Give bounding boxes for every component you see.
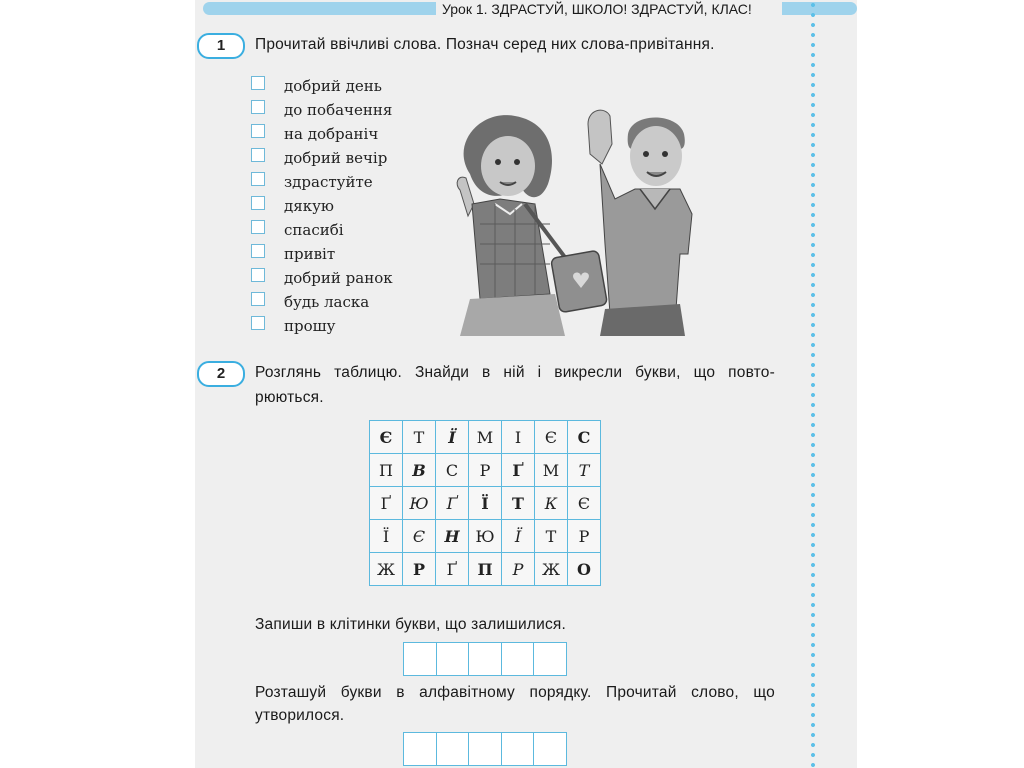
order-instruction-line1: Розташуй букви в алфавітному порядку. Прочитай слово, що: [255, 684, 775, 701]
grid-cell[interactable]: Ю: [403, 487, 436, 520]
remaining-letters-cells: [403, 642, 567, 676]
task-2-instruction-line2: рюються.: [255, 389, 324, 406]
grid-cell[interactable]: Є: [568, 487, 601, 520]
grid-cell[interactable]: С: [568, 421, 601, 454]
answer-cell[interactable]: [403, 642, 437, 676]
checkbox[interactable]: [251, 76, 265, 90]
grid-cell[interactable]: Т: [568, 454, 601, 487]
checkbox[interactable]: [251, 100, 265, 114]
grid-cell[interactable]: Ї: [502, 520, 535, 553]
checkbox[interactable]: [251, 148, 265, 162]
grid-cell[interactable]: Ж: [535, 553, 568, 586]
grid-cell[interactable]: Ж: [370, 553, 403, 586]
write-instruction: Запиши в клітинки букви, що залишилися.: [255, 616, 567, 633]
grid-cell[interactable]: К: [535, 487, 568, 520]
task-1-badge: 1: [197, 33, 245, 59]
grid-row: [370, 487, 601, 520]
answer-cell[interactable]: [533, 732, 567, 766]
grid-cell[interactable]: Ґ: [370, 487, 403, 520]
checkbox[interactable]: [251, 124, 265, 138]
word-label: дякую: [284, 197, 334, 215]
boy-hand: [588, 110, 612, 164]
grid-row: [370, 553, 601, 586]
girl-mouth: [500, 182, 516, 185]
answer-cell[interactable]: [468, 732, 502, 766]
answer-cell[interactable]: [501, 642, 535, 676]
checkbox[interactable]: [251, 220, 265, 234]
letter-grid: [369, 420, 601, 586]
grid-cell[interactable]: Є: [403, 520, 436, 553]
grid-cell[interactable]: Ї: [469, 487, 502, 520]
order-instruction-line2: утворилося.: [255, 707, 345, 724]
grid-cell[interactable]: М: [469, 421, 502, 454]
grid-cell[interactable]: Р: [469, 454, 502, 487]
grid-cell[interactable]: Н: [436, 520, 469, 553]
grid-cell[interactable]: М: [535, 454, 568, 487]
grid-cell[interactable]: Ґ: [436, 487, 469, 520]
answer-cell[interactable]: [403, 732, 437, 766]
illustration-children-waving: [440, 104, 702, 336]
boy-trousers: [600, 304, 685, 336]
answer-cell[interactable]: [436, 732, 470, 766]
grid-cell[interactable]: Т: [502, 487, 535, 520]
task-1-instruction: Прочитай ввічливі слова. Познач серед них слова-привітання.: [255, 36, 715, 53]
answer-cell[interactable]: [533, 642, 567, 676]
word-label: до побачення: [284, 101, 393, 119]
grid-cell[interactable]: Є: [370, 421, 403, 454]
checkbox[interactable]: [251, 244, 265, 258]
boy-shirt: [600, 164, 692, 314]
girl-eye: [514, 159, 520, 165]
word-label: спасибі: [284, 221, 344, 239]
alphabetical-word-cells: [403, 732, 567, 766]
checkbox[interactable]: [251, 292, 265, 306]
boy-eye: [662, 151, 668, 157]
grid-cell[interactable]: Т: [535, 520, 568, 553]
girl-eye: [495, 159, 501, 165]
grid-row: [370, 520, 601, 553]
word-label: будь ласка: [284, 293, 370, 311]
boy-eye: [643, 151, 649, 157]
page-edge-dots: [809, 0, 817, 768]
grid-row: [370, 421, 601, 454]
grid-cell[interactable]: Р: [568, 520, 601, 553]
grid-cell[interactable]: П: [370, 454, 403, 487]
grid-cell[interactable]: Ґ: [436, 553, 469, 586]
grid-cell[interactable]: Р: [403, 553, 436, 586]
word-label: добрий день: [284, 77, 382, 95]
grid-cell[interactable]: Ю: [469, 520, 502, 553]
checkbox[interactable]: [251, 316, 265, 330]
girl-hand: [457, 177, 474, 216]
lesson-title: Урок 1. ЗДРАСТУЙ, ШКОЛО! ЗДРАСТУЙ, КЛАС!: [436, 1, 782, 18]
word-label: здрастуйте: [284, 173, 373, 191]
word-label: прошу: [284, 317, 336, 335]
grid-cell[interactable]: В: [403, 454, 436, 487]
word-label: привіт: [284, 245, 336, 263]
grid-cell[interactable]: Ґ: [502, 454, 535, 487]
grid-cell[interactable]: Т: [403, 421, 436, 454]
girl-face: [481, 136, 535, 196]
grid-cell[interactable]: С: [436, 454, 469, 487]
checkbox[interactable]: [251, 172, 265, 186]
word-label: добрий вечір: [284, 149, 388, 167]
task-2-instruction-line1: Розглянь таблицю. Знайди в ній і викресли букви, що повто-: [255, 364, 775, 381]
checkbox[interactable]: [251, 268, 265, 282]
grid-cell[interactable]: Ї: [436, 421, 469, 454]
grid-cell[interactable]: О: [568, 553, 601, 586]
answer-cell[interactable]: [468, 642, 502, 676]
grid-cell[interactable]: Р: [502, 553, 535, 586]
girl-skirt: [460, 294, 565, 336]
word-label: на добраніч: [284, 125, 379, 143]
grid-cell[interactable]: П: [469, 553, 502, 586]
grid-cell[interactable]: Є: [535, 421, 568, 454]
answer-cell[interactable]: [501, 732, 535, 766]
word-label: добрий ранок: [284, 269, 393, 287]
answer-cell[interactable]: [436, 642, 470, 676]
task-2-badge: 2: [197, 361, 245, 387]
grid-cell[interactable]: І: [502, 421, 535, 454]
checkbox[interactable]: [251, 196, 265, 210]
grid-cell[interactable]: Ї: [370, 520, 403, 553]
grid-row: [370, 454, 601, 487]
